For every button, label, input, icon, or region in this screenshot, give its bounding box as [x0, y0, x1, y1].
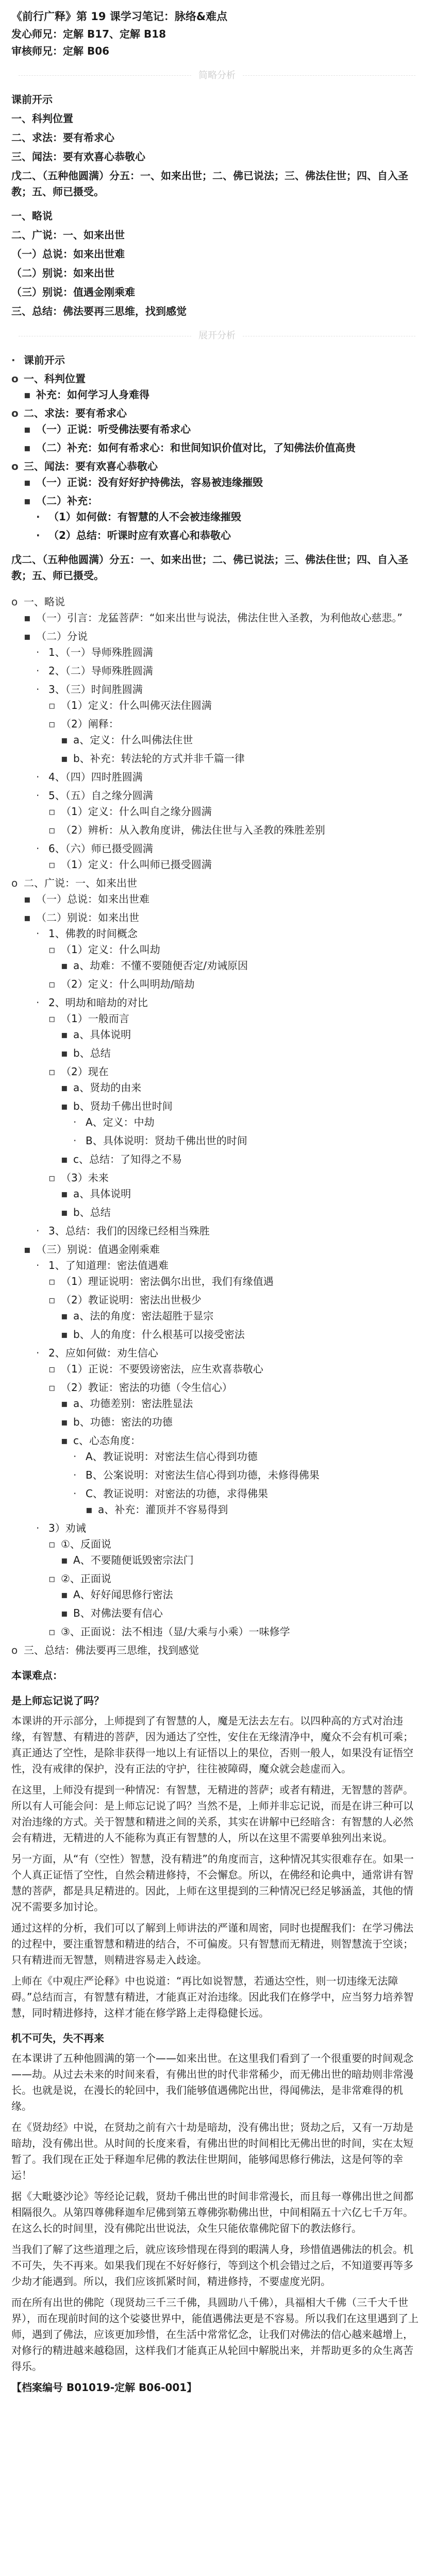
outline-line: 课前开示 — [11, 93, 53, 106]
outline-item — [11, 1308, 423, 1324]
outline-sublist — [11, 804, 423, 838]
bullet-icon: · — [36, 1522, 40, 1535]
outline-item-text: 1、了知道理：密法值遇难 — [48, 1259, 169, 1272]
bullet-icon: · — [36, 665, 40, 677]
outline-sublist — [11, 474, 423, 544]
outline-item-text: 2、明劫和暗劫的对比 — [48, 996, 148, 1009]
bullet-icon: · — [73, 1134, 77, 1147]
outline-item — [11, 1414, 423, 1430]
outline-item-text: A、好好闻思修行密法 — [73, 1588, 173, 1601]
bullet-icon: ▪ — [61, 959, 68, 972]
bullet-icon: ▪ — [61, 752, 68, 765]
outline-item — [11, 1274, 423, 1290]
essay-paragraph: 在这里，上师没有提到一种情况：有智慧，无精进的菩萨；或者有精进，无智慧的菩萨。所以有人可能会问：是上师忘记说了吗？当然不是，上师并非忘记说，而是在讲三种可以对治违缘的方式。关于智慧和精进之间的关系，其实在讲解中已经暗含：有智慧的人必然会有精进，无精进的人不能称为真正有智慧的人，所以在这里不需要单独列出来说。 — [11, 1784, 413, 1844]
outline-sublist — [11, 732, 423, 767]
outline-item — [11, 910, 423, 1239]
outline-sublist — [11, 509, 423, 544]
bullet-icon: ▫ — [48, 699, 56, 712]
outline-line: 二、广说：一、如来出世 — [11, 229, 125, 242]
bullet-icon: ▫ — [48, 1172, 56, 1184]
outline-item-text: （二）分说 — [36, 630, 88, 643]
outline-item — [11, 440, 423, 456]
outline-item — [11, 1045, 423, 1061]
outline-item-text: b、功德：密法的功德 — [73, 1416, 173, 1429]
outline-sublist — [11, 1536, 423, 1640]
bullet-icon: ▫ — [48, 1012, 56, 1025]
outline-item-text: 1、（一）导师殊胜圆满 — [48, 646, 153, 659]
outline-item-text: （2）辨析：从入教角度讲，佛法住世与入圣教的殊胜差别 — [61, 824, 325, 837]
outline-item — [11, 1292, 423, 1343]
outline-item-text: 1、佛教的时间概念 — [48, 927, 138, 940]
bullet-icon: ▫ — [48, 943, 56, 956]
outline-line: （一）总说：如来出世难 — [11, 248, 125, 261]
outline-sublist — [11, 942, 423, 992]
bullet-icon: ▫ — [48, 978, 56, 991]
outline-item-text: （二）别说：如来出世 — [36, 911, 139, 924]
bullet-icon: · — [36, 927, 40, 940]
bullet-icon: ▫ — [48, 1294, 56, 1307]
bullet-icon: · — [73, 1450, 77, 1463]
outline-item — [11, 493, 423, 544]
outline-item-text: a、劫难：不懂不要随便否定/劝诫原因 — [73, 959, 248, 972]
outline-item-text: 2、应如何做：劝生信心 — [48, 1347, 158, 1360]
outline-item — [11, 1327, 423, 1343]
outline-item-text: a、贤劫的由来 — [73, 1081, 142, 1094]
bullet-icon: ▫ — [48, 858, 56, 871]
outline-item-text: （2）总结：听课时应有欢喜心和恭敬心 — [48, 529, 231, 542]
essay-paragraph: 而在所有出世的佛陀（现贤劫三千三千佛，具圆助八千佛），具福相大千佛（三千大千世界），而在现前时间的这个娑婆世界中，能值遇佛法更是不容易。所以我们在这里遇到了上师，遇到了佛法，应该更加珍惜，在生活中常常忆念，让我们对佛法的信心越来越增上，对修行的精进越来越稳固，这样我们才能真正从轮回中解脱出来，并帮助更多的众生离苦得乐。 — [11, 2296, 419, 2373]
outline-sublist — [11, 1114, 423, 1149]
outline-item — [11, 1258, 423, 1343]
detailed-outline — [11, 352, 423, 1658]
bullet-icon: · — [73, 1487, 77, 1500]
detail-main-heading: 戊二、（五种他圆满）分五：一、如来出世；二、佛已说法；三、佛法住世；四、自入圣教；五、师已摄受。 — [11, 553, 408, 582]
outline-item-text: （1）一般而言 — [61, 1012, 129, 1025]
outline-item-text: （一）引言：龙猛菩萨：“如来出世与说法，佛法住世入圣教，为利他故心慈悲。” — [36, 612, 403, 624]
outline-item-text: 3、（三）时间胜圆满 — [48, 683, 143, 696]
outline-item-text: ①、反面说 — [61, 1538, 111, 1551]
bullet-icon: ▪ — [61, 1206, 68, 1219]
bullet-icon: · — [73, 1469, 77, 1482]
outline-item-text: b、总结 — [73, 1206, 111, 1219]
bullet-icon: · — [36, 1347, 40, 1360]
outline-item-text: b、总结 — [73, 1047, 111, 1060]
archive-number: 【档案编号 B01019-定解 B06-001】 — [11, 2381, 197, 2394]
outline-item-text: 课前开示 — [24, 354, 65, 367]
outline-sublist — [11, 1027, 423, 1061]
outline-item-text: （2）教证：密法的功德（令生信心） — [61, 1381, 232, 1394]
divider-outline-label: 简略分析 — [198, 70, 236, 81]
essay-subheading-2: 机不可失，失不再来 — [11, 2032, 104, 2045]
bullet-icon: ▪ — [61, 1188, 68, 1200]
outline-item-text: （三）别说：值遇金刚乘难 — [36, 1243, 160, 1256]
outline-item-text: b、贤劫千佛出世时间 — [73, 1100, 173, 1113]
essay-paragraph: 通过这样的分析，我们可以了解到上师讲法的严谨和周密，同时也提醒我们：在学习佛法的过程中，要注重智慧和精进的结合，不可偏废。只有智慧而无精进，则智慧流于空谈；只有精进而无智慧，则精进容易走入歧途。 — [11, 1922, 413, 1967]
outline-item-text: c、心态角度： — [73, 1434, 141, 1447]
outline-item-text: C、教证说明：对密法的功德，求得佛果 — [86, 1487, 268, 1500]
outline-item — [11, 682, 423, 767]
outline-line: 一、科判位置 — [11, 112, 73, 125]
bullet-icon: ▪ — [61, 1100, 68, 1113]
outline-item-text: A、不要随便诋毁密宗法门 — [73, 1554, 194, 1567]
outline-item — [11, 1433, 423, 1518]
outline-line: 三、闻法：要有欢喜心恭敬心 — [11, 150, 145, 163]
outline-item — [11, 958, 423, 974]
bullet-icon: ▫ — [48, 1572, 56, 1585]
outline-sublist — [11, 1449, 423, 1518]
outline-item — [11, 421, 423, 437]
outline-sublist — [11, 1308, 423, 1343]
bullet-icon: · — [11, 354, 15, 367]
bullet-icon: · — [36, 529, 40, 542]
outline-item-text: （1）定义：什么叫师已摄受圆满 — [61, 858, 212, 871]
outline-main-heading: 戊二、（五种他圆满）分五：一、如来出世；二、佛已说法；三、佛法住世；四、自入圣教；五、师已摄受。 — [11, 170, 408, 198]
detail-tree-top — [11, 352, 423, 544]
outline-item-text: A、教证说明：对密法生信心得到功德 — [86, 1450, 258, 1463]
outline-item — [11, 1133, 423, 1149]
outline-item-text: （1）定义：什么叫自之缘分圆满 — [61, 805, 212, 818]
essay-subheading-1: 是上师忘记说了吗？ — [11, 1694, 104, 1707]
outline-item — [11, 610, 423, 626]
essay-paragraph: 本课讲的开示部分，上师提到了有智慧的人，魔是无法去左右。以四种高的方式对治违缘，有智慧、有精进的菩萨，因为通达了空性，安住在无缘清净中，魔众不会有机可乘；真正通达了空性，是除非获得一地以上有证悟以上的果位，否则一般人，如果没有证悟空性，没有戒律的保护，没有正法的守护，往往被障碍，魔众就会趁虚而入。 — [11, 1715, 413, 1775]
outline-item — [11, 371, 423, 403]
essay-heading-difficulties: 本课难点： — [11, 1669, 63, 1682]
outline-item — [11, 1605, 423, 1621]
bullet-icon: ▪ — [24, 1243, 31, 1256]
outline-item — [11, 1205, 423, 1221]
detail-tree-main — [11, 594, 423, 1658]
outline-sublist — [11, 1552, 423, 1568]
outline-item — [11, 822, 423, 838]
outline-item-text: （3）未来 — [61, 1172, 109, 1184]
outline-item-text: 4、（四）四时胜圆满 — [48, 771, 143, 784]
outline-item-text: （二）补充： — [36, 495, 98, 507]
bullet-icon: ▪ — [61, 1328, 68, 1341]
outline-item — [11, 1114, 423, 1130]
outline-item — [11, 1449, 423, 1465]
outline-line: （二）别说：如来出世 — [11, 267, 114, 280]
outline-item — [11, 1587, 423, 1603]
outline-sublist — [11, 1502, 423, 1518]
outline-lines-2 — [11, 208, 423, 319]
outline-item — [11, 788, 423, 838]
bullet-icon: ▪ — [24, 388, 31, 401]
outline-item — [11, 509, 423, 525]
outline-item — [11, 387, 423, 403]
outline-item-text: a、功德差别：密法胜显法 — [73, 1397, 193, 1410]
divider-outline — [11, 69, 423, 83]
outline-item — [11, 474, 423, 490]
bullet-icon: ▪ — [24, 911, 31, 924]
outline-line: （三）别说：值遇金刚乘难 — [11, 286, 135, 299]
outline-item — [11, 698, 423, 714]
outline-item — [11, 857, 423, 873]
outline-item — [11, 1642, 423, 1658]
outline-item — [11, 352, 423, 368]
bullet-icon: ▪ — [24, 423, 31, 436]
outline-item-text: 三、闻法：要有欢喜心恭敬心 — [24, 460, 158, 473]
document-title: 《前行广释》第 19 课学习笔记：脉络&难点 — [11, 10, 228, 23]
bullet-icon: ▪ — [86, 1503, 93, 1516]
outline-item-text: 二、广说：一、如来出世 — [24, 877, 137, 890]
outline-item-text: a、补充：灌顶并不容易得到 — [98, 1503, 228, 1516]
outline-item — [11, 1080, 423, 1096]
outline-sublist — [11, 1080, 423, 1167]
outline-item — [11, 1502, 423, 1518]
outline-sublist — [11, 1186, 423, 1221]
outline-item-text: 一、科判位置 — [24, 372, 86, 385]
outline-item-text: 3）劝诫 — [48, 1522, 86, 1535]
outline-item — [11, 1186, 423, 1202]
outline-sublist — [11, 387, 423, 403]
outline-sublist — [11, 421, 423, 456]
bullet-icon: o — [11, 372, 19, 385]
outline-item — [11, 1170, 423, 1221]
outline-sublist — [11, 698, 423, 767]
outline-item-text: （2）现在 — [61, 1065, 109, 1078]
bullet-icon: ▪ — [61, 1153, 68, 1166]
outline-item — [11, 459, 423, 544]
outline-item-text: a、具体说明 — [73, 1188, 131, 1200]
outline-item-text: 三、总结：佛法要再三思维，找到感觉 — [24, 1644, 199, 1657]
outline-item-text: 2、（二）导师殊胜圆满 — [48, 665, 153, 677]
outline-item — [11, 405, 423, 456]
bullet-icon: o — [11, 596, 18, 608]
outline-item-text: 二、求法：要有希求心 — [24, 407, 127, 420]
bullet-icon: ▫ — [48, 1275, 56, 1288]
outline-item — [11, 663, 423, 679]
bullet-icon: · — [36, 1225, 40, 1238]
bullet-icon: ▪ — [61, 1554, 68, 1567]
outline-sublist — [11, 1361, 423, 1518]
essay-section — [11, 1668, 423, 2396]
outline-item-text: （2）教证说明：密法出世极少 — [61, 1294, 202, 1307]
outline-item-text: （2）阐释： — [61, 718, 119, 731]
bullet-icon: ▪ — [61, 734, 68, 747]
outline-item — [11, 804, 423, 820]
outline-item — [11, 528, 423, 544]
outline-sublist — [11, 610, 423, 873]
outline-item — [11, 891, 423, 907]
outline-line: 三、总结：佛法要再三思维，找到感觉 — [11, 305, 187, 318]
outline-sublist — [11, 645, 423, 873]
outline-line: 一、略说 — [11, 210, 53, 223]
bullet-icon: ▫ — [48, 1363, 56, 1376]
bullet-icon: o — [11, 460, 19, 473]
outline-item — [11, 645, 423, 660]
bullet-icon: · — [36, 646, 40, 659]
outline-item — [11, 1571, 423, 1621]
outline-sublist — [11, 1396, 423, 1518]
bullet-icon: ▪ — [61, 1047, 68, 1060]
bullet-icon: ▪ — [61, 1416, 68, 1429]
outline-sublist — [11, 1587, 423, 1621]
outline-item-text: b、补充：转法轮的方式并非千篇一律 — [73, 752, 245, 765]
bullet-icon: ▪ — [61, 1588, 68, 1601]
outline-item-text: 一、略说 — [24, 596, 65, 608]
outline-line: 二、求法：要有希求心 — [11, 131, 114, 144]
brief-outline — [11, 92, 423, 319]
outline-item-text: ③、正面说：法不相违（显/大乘与小乘）一味修学 — [61, 1625, 290, 1638]
bullet-icon: ▪ — [61, 1397, 68, 1410]
outline-sublist — [11, 1274, 423, 1343]
outline-item-text: ②、正面说 — [61, 1572, 111, 1585]
essay-paragraph: 在《贤劫经》中说，在贤劫之前有六十劫是暗劫，没有佛出世；贤劫之后，又有一万劫是暗劫，没有佛出世。从时间的长度来看，有佛出世的时间相比无佛出世的时间，实在太短暂了。我们现在正处于释迦牟尼佛的教法住世期间，能够闻思修行佛法，这是何等的幸运！ — [11, 2121, 413, 2182]
outline-item — [11, 1151, 423, 1167]
bullet-icon: ▪ — [61, 1028, 68, 1041]
outline-item — [11, 732, 423, 748]
bullet-icon: ▪ — [24, 442, 31, 454]
outline-item-text: （一）正说：没有好好护持佛法，容易被违缘摧毁 — [36, 476, 263, 489]
outline-item — [11, 1520, 423, 1640]
outline-item — [11, 1361, 423, 1377]
outline-item — [11, 1242, 423, 1640]
bullet-icon: ▪ — [24, 476, 31, 489]
bullet-icon: ▫ — [48, 1381, 56, 1394]
outline-item-text: （1）定义：什么叫劫 — [61, 943, 160, 956]
outline-item — [11, 1536, 423, 1568]
bullet-icon: ▪ — [61, 1434, 68, 1447]
outline-item — [11, 716, 423, 767]
bullet-icon: ▫ — [48, 1625, 56, 1638]
outline-item-text: （一）总说：如来出世难 — [36, 893, 149, 906]
outline-item-text: （1）正说：不要毁谤密法，应生欢喜恭敬心 — [61, 1363, 263, 1376]
outline-item-text: B、公案说明：对密法生信心得到功德，未修得佛果 — [86, 1469, 320, 1482]
outline-sublist — [11, 857, 423, 873]
outline-item — [11, 976, 423, 992]
essay-paragraph: 另一方面，从“有（空性）智慧，没有精进”的角度而言，这种情况其实很难存在。如果一个人真正证悟了空性，自然会精进修持，不会懈怠。所以，在佛经和论典中，通常讲有智慧的菩萨，都是具足精进的。因此，上师在这里提到的三种情况已经足够涵盖，其他的情况不需要多加讨论。 — [11, 1853, 414, 1913]
outline-item — [11, 1552, 423, 1568]
bullet-icon: ▪ — [61, 1081, 68, 1094]
bullet-icon: ▫ — [48, 718, 56, 731]
outline-item-text: a、定义：什么叫佛法住世 — [73, 734, 193, 747]
outline-item-text: 补充：如何学习人身难得 — [36, 388, 149, 401]
outline-item — [11, 1064, 423, 1167]
outline-item — [11, 1223, 423, 1239]
bullet-icon: ▪ — [24, 893, 31, 906]
outline-item — [11, 1345, 423, 1518]
outline-item-text: 3、总结：我们的因缘已经相当殊胜 — [48, 1225, 210, 1238]
outline-item-text: 6、（六）师已摄受圆满 — [48, 842, 153, 855]
bullet-icon: ▫ — [48, 1065, 56, 1078]
outline-lines — [11, 92, 423, 165]
bullet-icon: ▪ — [24, 630, 31, 643]
bullet-icon: · — [36, 842, 40, 855]
bullet-icon: o — [11, 407, 19, 420]
outline-sublist — [11, 891, 423, 1640]
outline-item — [11, 942, 423, 974]
outline-item-text: c、总结：了知得之不易 — [73, 1153, 182, 1166]
outline-item-text: A、定义：中劫 — [86, 1116, 155, 1129]
outline-item — [11, 926, 423, 992]
bullet-icon: · — [36, 789, 40, 802]
bullet-icon: ▪ — [61, 1607, 68, 1620]
bullet-icon: ▫ — [48, 824, 56, 837]
bullet-icon: · — [36, 511, 40, 523]
reviewer-line: 审核师兄：定解 B06 — [11, 44, 110, 57]
outline-item-text: （二）补充：如何有希求心：和世间知识价值对比，了知佛法价值高贵 — [36, 442, 356, 454]
outline-item — [11, 1098, 423, 1149]
outline-item — [11, 594, 423, 873]
bullet-icon: · — [36, 683, 40, 696]
outline-item-text: 5、（五）自之缘分圆满 — [48, 789, 153, 802]
bullet-icon: · — [36, 996, 40, 1009]
author-line: 发心师兄：定解 B17、定解 B18 — [11, 27, 166, 40]
outline-item — [11, 1011, 423, 1061]
outline-item — [11, 841, 423, 873]
essay-paragraph: 当我们了解了这些道理之后，就应该珍惜现在得到的暇满人身，珍惜值遇佛法的机会。机不可失，失不再来。如果我们现在不好好修行，等到这个机会错过之后，不知道要再等多少劫才能遇到。所以，我们应该抓紧时间，精进修持，不要虚度光阴。 — [11, 2243, 413, 2288]
outline-item — [11, 995, 423, 1221]
bullet-icon: ▪ — [24, 495, 31, 507]
outline-item-text: （一）正说：听受佛法要有希求心 — [36, 423, 191, 436]
outline-item-text: B、对佛法要有信心 — [73, 1607, 163, 1620]
outline-item — [11, 629, 423, 873]
outline-item-text: （1）理证说明：密法偶尔出世，我们有缘值遇 — [61, 1275, 274, 1288]
outline-item — [11, 875, 423, 1640]
bullet-icon: ▫ — [48, 805, 56, 818]
outline-item — [11, 1486, 423, 1518]
outline-item-text: a、法的角度：密法超胜于显宗 — [73, 1310, 214, 1323]
outline-item-text: a、具体说明 — [73, 1028, 131, 1041]
outline-item — [11, 751, 423, 767]
bullet-icon: · — [36, 1259, 40, 1272]
bullet-icon: ▫ — [48, 1538, 56, 1551]
divider-detail-label: 展开分析 — [198, 330, 236, 342]
outline-item-text: （1）如何做：有智慧的人不会被违缘摧毁 — [48, 511, 241, 523]
bullet-icon: o — [11, 877, 18, 890]
essay-paragraph: 在本课讲了五种他圆满的第一个——如来出世。在这里我们看到了一个很重要的时间观念——劫。从过去未来的时间来看，有佛出世的时代非常稀少，而无佛出世的暗劫则非常漫长。也就是说，在漫长的轮回中，我们能够值遇佛陀出世，得闻佛法，是非常难得的机缘。 — [11, 2052, 413, 2113]
essay-paragraph: 上师在《中观庄严论释》中也说道：“再比如说智慧，若通达空性，则一切违缘无法障碍。”总结而言，有智慧有精进，才能真正对治违缘。因此我们在修学中，应当努力培养智慧，同时精进修持，这样才能在修学路上走得稳健长远。 — [11, 1975, 414, 2020]
outline-sublist — [11, 958, 423, 974]
outline-sublist — [11, 926, 423, 1239]
bullet-icon: o — [11, 1644, 18, 1657]
outline-item — [11, 1467, 423, 1483]
outline-item — [11, 1027, 423, 1043]
outline-sublist — [11, 1258, 423, 1640]
essay-paragraph: 据《大毗婆沙论》等经论记载，贤劫千佛出世的时间非常漫长，而且每一尊佛出世之间都相隔很久。从第四尊佛释迦牟尼佛到第五尊佛弥勒佛出世，中间相隔五十六亿七千万年。在这么长的时间里，没有佛陀出世说法，众生只能依靠佛陀留下的教法修行。 — [11, 2190, 413, 2235]
outline-item — [11, 1380, 423, 1518]
divider-detail — [11, 329, 423, 343]
bullet-icon: ▪ — [61, 1310, 68, 1323]
outline-item — [11, 1624, 423, 1640]
bullet-icon: ▪ — [24, 612, 31, 624]
notes-header — [11, 8, 423, 59]
outline-item-text: （2）定义：什么叫明劫/暗劫 — [61, 978, 195, 991]
outline-item-text: （1）定义：什么叫佛灭法住圆满 — [61, 699, 212, 712]
bullet-icon: · — [36, 771, 40, 784]
outline-item — [11, 769, 423, 785]
outline-item-text: B、具体说明：贤劫千佛出世的时间 — [86, 1134, 247, 1147]
bullet-icon: · — [73, 1116, 77, 1129]
outline-item — [11, 1396, 423, 1412]
outline-sublist — [11, 1011, 423, 1221]
outline-item-text: b、人的角度：什么根基可以接受密法 — [73, 1328, 245, 1341]
